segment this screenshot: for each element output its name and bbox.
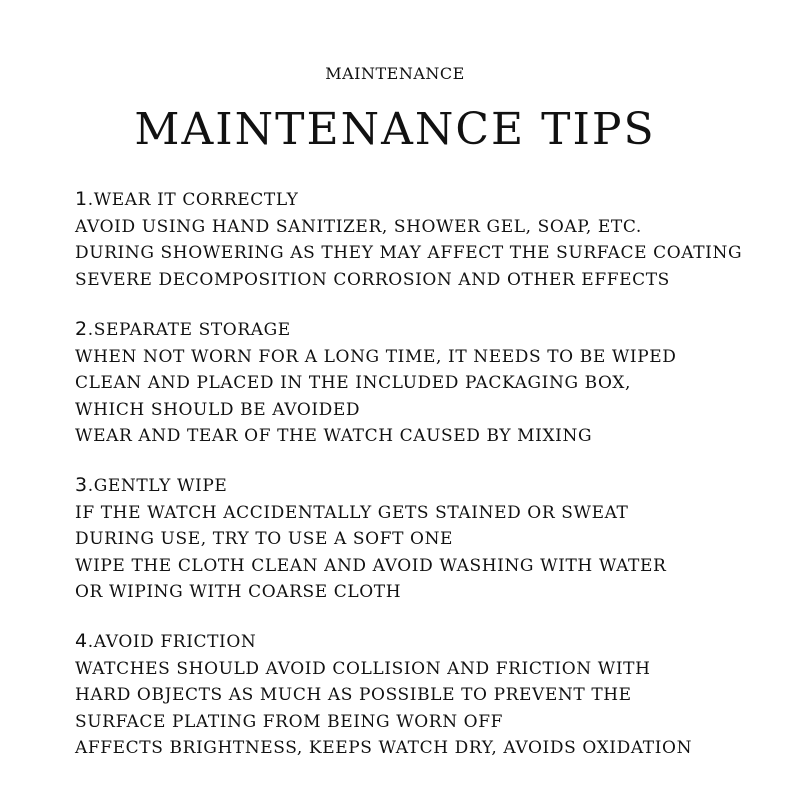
tip-heading-text: .GENTLY WIPE <box>87 476 228 496</box>
tip-line: WATCHES SHOULD AVOID COLLISION AND FRICTION WITH <box>75 658 651 679</box>
tip-line: CLEAN AND PLACED IN THE INCLUDED PACKAGING BOX, <box>75 373 631 394</box>
page-title: MAINTENANCE TIPS <box>134 104 656 155</box>
tip-heading <box>75 628 755 656</box>
tip-line: WHICH SHOULD BE AVOIDED <box>75 399 361 420</box>
tip-line: IF THE WATCH ACCIDENTALLY GETS STAINED OR SWEAT <box>75 502 629 523</box>
tip-heading-text: .WEAR IT CORRECTLY <box>87 190 299 210</box>
tip-heading <box>75 472 755 500</box>
page-subtitle: MAINTENANCE <box>325 64 465 83</box>
tip-number: 4 <box>75 630 88 652</box>
tip-number: 1 <box>75 188 88 210</box>
tip-line: HARD OBJECTS AS MUCH AS POSSIBLE TO PREVENT THE <box>75 685 632 706</box>
tip-section-avoid-friction <box>75 628 755 762</box>
tip-line: WIPE THE CLOTH CLEAN AND AVOID WASHING WITH WATER <box>75 555 667 576</box>
tip-section-wear-correctly <box>75 186 755 293</box>
tip-section-gently-wipe <box>75 472 755 606</box>
tip-line: DURING USE, TRY TO USE A SOFT ONE <box>75 529 454 550</box>
tip-number: 2 <box>75 318 88 340</box>
tip-heading-text: .AVOID FRICTION <box>87 632 257 652</box>
tip-line: WEAR AND TEAR OF THE WATCH CAUSED BY MIXING <box>75 426 593 447</box>
tip-line: WHEN NOT WORN FOR A LONG TIME, IT NEEDS TO BE WIPED <box>75 346 677 367</box>
tip-line: SURFACE PLATING FROM BEING WORN OFF <box>75 711 504 732</box>
tip-heading <box>75 186 755 214</box>
tip-line: AFFECTS BRIGHTNESS, KEEPS WATCH DRY, AVOIDS OXIDATION <box>75 738 693 759</box>
tip-number: 3 <box>75 474 88 496</box>
tip-heading-text: .SEPARATE STORAGE <box>87 320 291 340</box>
tip-line: AVOID USING HAND SANITIZER, SHOWER GEL, SOAP, ETC. <box>75 216 642 237</box>
tip-line: SEVERE DECOMPOSITION CORROSION AND OTHER EFFECTS <box>75 269 670 290</box>
tip-line: DURING SHOWERING AS THEY MAY AFFECT THE SURFACE COATING <box>75 243 743 264</box>
tip-section-separate-storage <box>75 316 755 450</box>
tip-line: OR WIPING WITH COARSE CLOTH <box>75 582 402 603</box>
tip-heading <box>75 316 755 344</box>
